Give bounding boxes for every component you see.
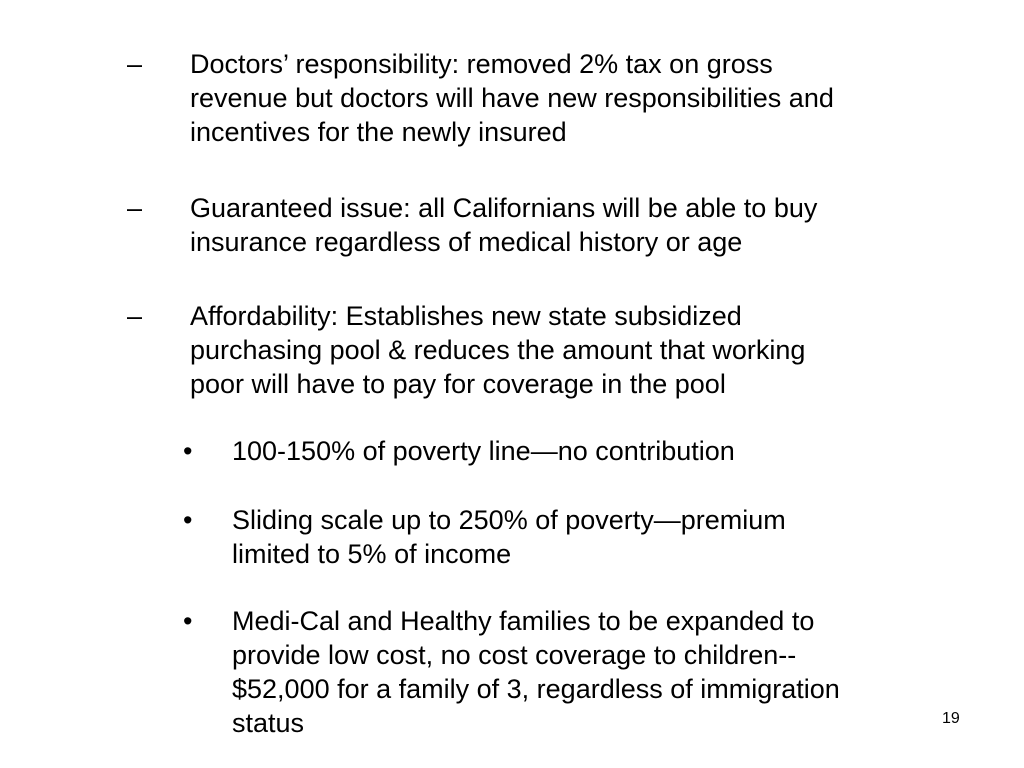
dash-marker: – [127, 301, 143, 331]
text-line: poor will have to pay for coverage in the pool [190, 369, 726, 399]
slide-number: 19 [942, 710, 960, 727]
list-item-text [190, 47, 834, 149]
text-line: Doctors’ responsibility: removed 2% tax on gross [190, 49, 773, 79]
list-item-text [232, 604, 840, 740]
text-line: Guaranteed issue: all Californians will be able to buy [190, 193, 818, 223]
dash-marker: – [127, 49, 143, 79]
text-line: revenue but doctors will have new responsibilities and [190, 83, 834, 113]
text-line: provide low cost, no cost coverage to children-- [232, 640, 797, 670]
text-line: incentives for the newly insured [190, 117, 567, 147]
list-item-text [232, 503, 786, 571]
bullet-marker: • [183, 436, 193, 466]
text-line: 100-150% of poverty line—no contribution [232, 436, 735, 466]
list-item-text [232, 434, 735, 468]
text-line: $52,000 for a family of 3, regardless of immigration [232, 674, 840, 704]
text-line: Medi-Cal and Healthy families to be expanded to [232, 606, 815, 636]
text-line: status [232, 708, 305, 738]
bullet-marker: • [183, 505, 193, 535]
text-line: Affordability: Establishes new state subsidized [190, 301, 742, 331]
text-line: Sliding scale up to 250% of poverty—premium [232, 505, 786, 535]
text-line: limited to 5% of income [232, 539, 512, 569]
text-line: insurance regardless of medical history or age [190, 227, 743, 257]
dash-marker: – [127, 193, 143, 223]
text-line: purchasing pool & reduces the amount that working [190, 335, 806, 365]
bullet-marker: • [183, 606, 193, 636]
list-item-text [190, 299, 805, 401]
list-item-text [190, 191, 817, 259]
